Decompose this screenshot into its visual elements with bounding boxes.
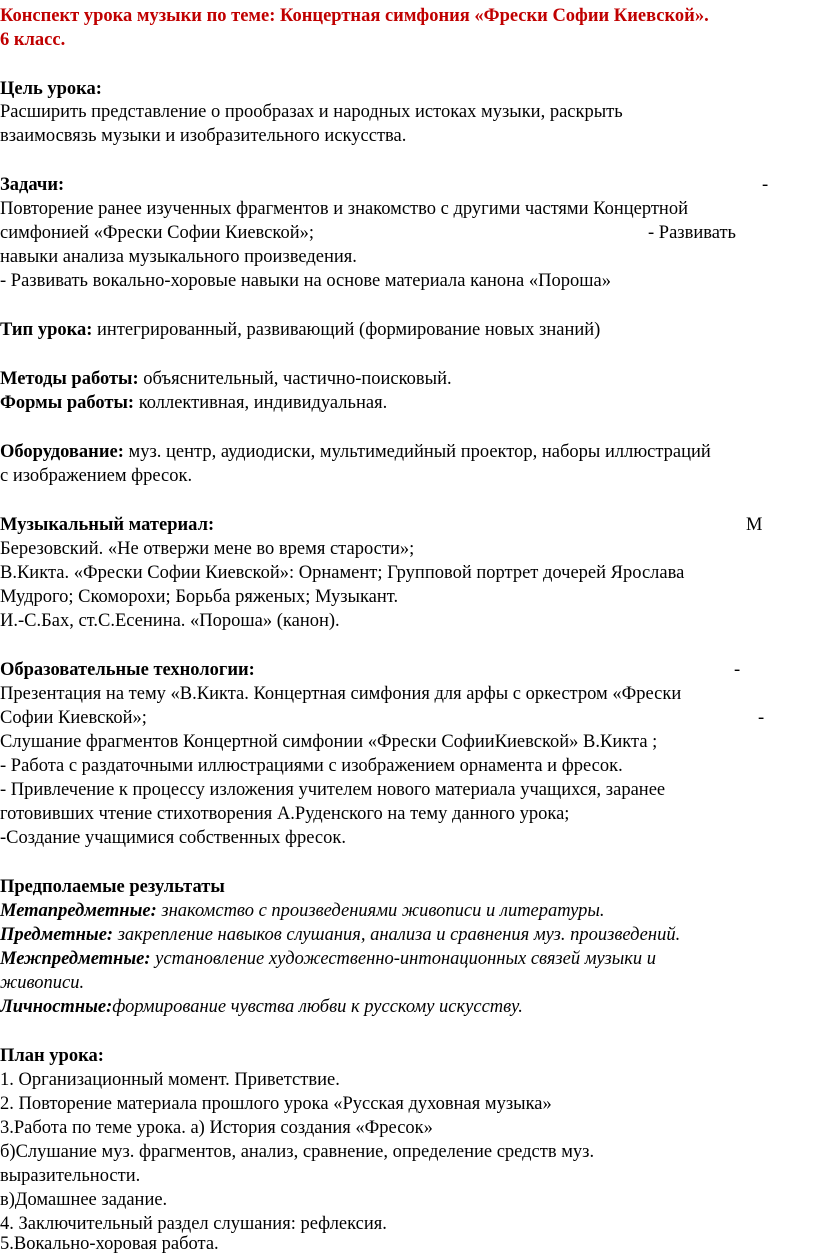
- plan-heading: План урока:: [0, 1046, 104, 1066]
- music-material-line-4: И.-С.Бах, ст.С.Есенина. «Пороша» (канон).: [0, 611, 340, 631]
- equipment: [0, 440, 711, 464]
- results-inter: [0, 947, 656, 971]
- plan-item: 5.Вокально-хоровая работа.: [0, 1234, 219, 1254]
- technologies-line-4: - Работа с раздаточными иллюстрациями с изображением орнамента и фресок.: [0, 756, 623, 776]
- plan-item: в)Домашнее задание.: [0, 1190, 168, 1210]
- results-meta-value: знакомство с произведениями живописи и литературы.: [156, 901, 605, 921]
- results-meta: [0, 899, 605, 923]
- music-material-letter: М: [746, 515, 763, 535]
- goal-heading: Цель урока:: [0, 79, 102, 99]
- equipment-value-1: муз. центр, аудиодиски, мультимедийный проектор, наборы иллюстраций: [123, 442, 711, 462]
- results-subject-value: закрепление навыков слушания, анализа и сравнения муз. произведений.: [113, 925, 681, 945]
- technologies-heading: Образовательные технологии:: [0, 660, 255, 680]
- methods-label: Методы работы:: [0, 369, 139, 389]
- results-meta-label: Метапредметные:: [0, 901, 157, 921]
- forms-label: Формы работы:: [0, 393, 135, 413]
- technologies-dash-1: -: [734, 660, 741, 680]
- technologies-dash-2: -: [758, 708, 765, 728]
- goal-text-line-2: взаимосвязь музыки и изобразительного искусства.: [0, 126, 407, 146]
- plan-item: 4. Заключительный раздел слушания: рефлексия.: [0, 1214, 387, 1234]
- title-line-2: 6 класс.: [0, 30, 66, 50]
- technologies-line-3: Слушание фрагментов Концертной симфонии «Фрески СофииКиевской» В.Кикта ;: [0, 732, 658, 752]
- results-heading: Предполаемые результаты: [0, 877, 225, 897]
- plan-item: б)Слушание муз. фрагментов, анализ, сравнение, определение средств муз.: [0, 1142, 595, 1162]
- plan-item: 1. Организационный момент. Приветствие.: [0, 1070, 340, 1090]
- results-inter-value-2: живописи.: [0, 973, 85, 993]
- equipment-value-2: с изображением фресок.: [0, 466, 193, 486]
- music-material-line-1: Березовский. «Не отвержи мене во время старости»;: [0, 539, 415, 559]
- music-material-line-3: Мудрого; Скоморохи; Борьба ряженых; Музыкант.: [0, 587, 399, 607]
- plan-item: 2. Повторение материала прошлого урока «Русская духовная музыка»: [0, 1094, 552, 1114]
- methods: [0, 367, 452, 391]
- forms-value: коллективная, индивидуальная.: [134, 393, 388, 413]
- music-material-heading: Музыкальный материал:: [0, 515, 215, 535]
- lesson-type: [0, 318, 600, 342]
- forms: [0, 391, 387, 415]
- technologies-line-7: -Создание учащимися собственных фресок.: [0, 828, 346, 848]
- results-subject-label: Предметные:: [0, 925, 114, 945]
- lesson-type-value: интегрированный, развивающий (формирование новых знаний): [92, 320, 601, 340]
- equipment-label: Оборудование:: [0, 442, 124, 462]
- technologies-line-6: готовивших чтение стихотворения А.Руденского на тему данного урока;: [0, 804, 570, 824]
- tasks-heading: Задачи:: [0, 175, 65, 195]
- technologies-line-1: Презентация на тему «В.Кикта. Концертная симфония для арфы с оркестром «Фрески: [0, 684, 682, 704]
- results-personal-label: Личностные:: [0, 997, 113, 1017]
- tasks-line-1: Повторение ранее изученных фрагментов и знакомство с другими частями Концертной: [0, 199, 688, 219]
- plan-item: выразительности.: [0, 1166, 141, 1186]
- results-personal: [0, 995, 523, 1019]
- methods-value: объяснительный, частично-поисковый.: [138, 369, 452, 389]
- title-line-1: Конспект урока музыки по теме: Концертная симфония «Фрески Софии Киевской».: [0, 6, 709, 26]
- results-inter-value-1: установление художественно-интонационных связей музыки и: [150, 949, 657, 969]
- results-inter-label: Межпредметные:: [0, 949, 151, 969]
- plan-item: 3.Работа по теме урока. а) История создания «Фресок»: [0, 1118, 433, 1138]
- tasks-line-2-develop: - Развивать: [648, 223, 736, 243]
- tasks-line-3: навыки анализа музыкального произведения.: [0, 247, 357, 267]
- tasks-dash: -: [762, 175, 769, 195]
- technologies-line-5: - Привлечение к процессу изложения учителем нового материала учащихся, заранее: [0, 780, 666, 800]
- results-personal-value: формирование чувства любви к русскому искусству.: [112, 997, 523, 1017]
- goal-text-line-1: Расширить представление о прообразах и народных истоках музыки, раскрыть: [0, 102, 623, 122]
- music-material-line-2: В.Кикта. «Фрески Софии Киевской»: Орнамент; Групповой портрет дочерей Ярослава: [0, 563, 685, 583]
- tasks-line-4: - Развивать вокально-хоровые навыки на основе материала канона «Пороша»: [0, 271, 611, 291]
- technologies-line-2: Софии Киевской»;: [0, 708, 147, 728]
- results-subject: [0, 923, 680, 947]
- tasks-line-2: симфонией «Фрески Софии Киевской»;: [0, 223, 314, 243]
- lesson-type-label: Тип урока:: [0, 320, 93, 340]
